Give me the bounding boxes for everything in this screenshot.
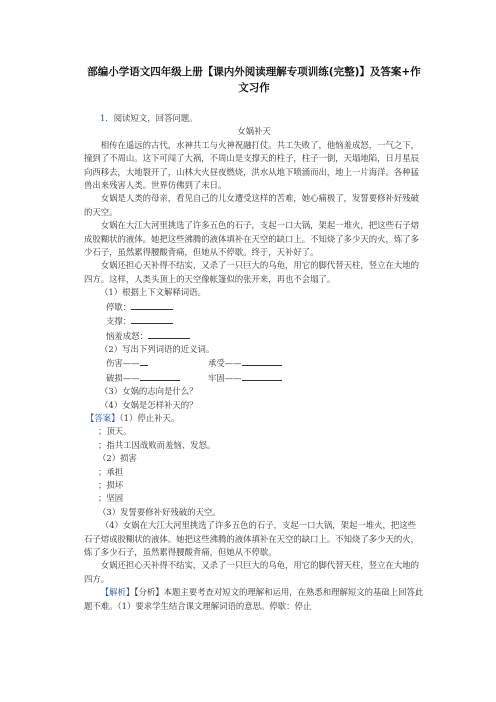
answer-blank[interactable] — [140, 356, 148, 366]
story-title: 女娲补天 — [237, 126, 271, 137]
answer-blank[interactable] — [140, 371, 180, 381]
term-line — [84, 300, 424, 314]
synonym-word: 破损—— — [106, 372, 140, 383]
synonym-item — [106, 356, 208, 370]
synonym-word: 牢固—— — [208, 372, 242, 383]
synonym-word: 伤害—— — [106, 358, 140, 369]
synonym-item — [208, 371, 282, 385]
story-paragraph-4: 女娲还担心天补得不结实，又杀了一只巨大的乌龟，用它的脚代替天柱，竖立在大地的四方。这样，人类头顶上的天空像帐篷似的张开来，再也不会塌了。 — [84, 260, 420, 284]
title-line-1: 部编小学语文四年级上册【课内外阅读理解专项训练(完整)】及答案+作 — [87, 66, 421, 78]
answer-4-paragraph-2: 女娲还担心天补得不结实，又杀了一只巨大的乌龟，用它的脚代替天柱，竖立在大地的四方。 — [84, 560, 420, 584]
question-number: 1． — [100, 113, 114, 123]
story-paragraph-2: 女娲是人类的母亲，看见自己的儿女遭受这样的苦难，她心痛极了，发誓要修补好残破的天空。 — [84, 193, 420, 217]
analysis-text: 【分析】本题主要考查对短文的理解和运用，在熟悉和理解短文的基础上回答此题不难。（1）要求学生结合课文理解词语的意思。停歇：停止 — [84, 587, 424, 611]
term-label: 停歇： — [106, 301, 132, 312]
answer-line: ；坚固 — [98, 493, 124, 504]
story-paragraph-1: 相传在遥远的古代，水神共工与火神祝融打仗。共工失败了，他恼羞成怒，一气之下，撞到了不周山。这下可闯了大祸，不周山是支撑天的柱子，柱子一倒，天塌地陷，日月星辰向西移去，大地裂开了，山林大火昼夜燃烧，洪水从地下喷涌而出，地上一片海洋。各种猛兽出来残害人类。世界仿佛到了末日。 — [84, 139, 420, 191]
answer-line: （3）发誓要修补好残破的天空。 — [98, 506, 221, 517]
term-label: 支撑： — [106, 316, 132, 327]
answer-header — [84, 412, 424, 425]
term-label: 恼羞成怒： — [106, 330, 148, 341]
question-prompt — [84, 112, 424, 125]
answer-first: （1）停止补天。 — [119, 412, 180, 423]
answer-blank[interactable] — [131, 300, 173, 310]
synonym-item — [208, 356, 282, 370]
term-line — [84, 314, 424, 328]
answer-line: ；承担 — [98, 466, 124, 477]
term-line — [84, 329, 424, 343]
synonym-word: 承受—— — [208, 358, 242, 369]
answer-line: （2）损害 — [98, 453, 137, 464]
question-text: 阅读短文，回答问题。 — [113, 113, 198, 123]
sub-question-4: （4）女娲是怎样补天的？ — [100, 399, 198, 410]
document-title — [84, 64, 424, 96]
answer-blank[interactable] — [242, 371, 282, 381]
sub-question-3: （3）女娲的志向是什么？ — [100, 386, 198, 397]
answer-blank[interactable] — [131, 314, 173, 324]
synonym-row — [84, 371, 424, 385]
sub-question-1: （1）根据上下文解释词语。 — [100, 287, 206, 298]
synonym-item — [106, 371, 208, 385]
answer-line: ；指共工因战败而羞恼、发怒。 — [98, 439, 216, 450]
answer-4-paragraph: （4）女娲在大江大河里挑选了许多五色的石子，支起一口大锅，架起一堆火，把这些石子熔成胶糊状的液体。她把这些沸腾的液体填补在天空的缺口上。不知烧了多少天的火，炼了多少石子，虽然累得腰酸背痛，但她从不停歇。 — [84, 520, 419, 557]
analysis-tag: 【解析】 — [100, 587, 135, 598]
story-paragraph-3: 女娲在大江大河里挑选了许多五色的石子，支起一口大锅，架起一堆火，把这些石子熔成胶糊状的液体。她把这些沸腾的液体填补在天空的缺口上。不知烧了多少天的火，炼了多少石子，虽然累得腰酸背痛，但她从不停歇。终于，天补好了。 — [84, 220, 420, 258]
answer-blank[interactable] — [148, 329, 190, 339]
sub-question-2: （2）写出下列词语的近义词。 — [100, 343, 215, 354]
analysis-paragraph — [84, 586, 424, 613]
answer-line: ；损坏 — [98, 479, 124, 490]
answer-line: ；顶天。 — [98, 426, 132, 437]
answer-blank[interactable] — [242, 356, 282, 366]
synonym-row — [84, 356, 424, 370]
answer-tag: 【答案】 — [86, 412, 120, 423]
title-line-2: 文习作 — [238, 82, 270, 94]
